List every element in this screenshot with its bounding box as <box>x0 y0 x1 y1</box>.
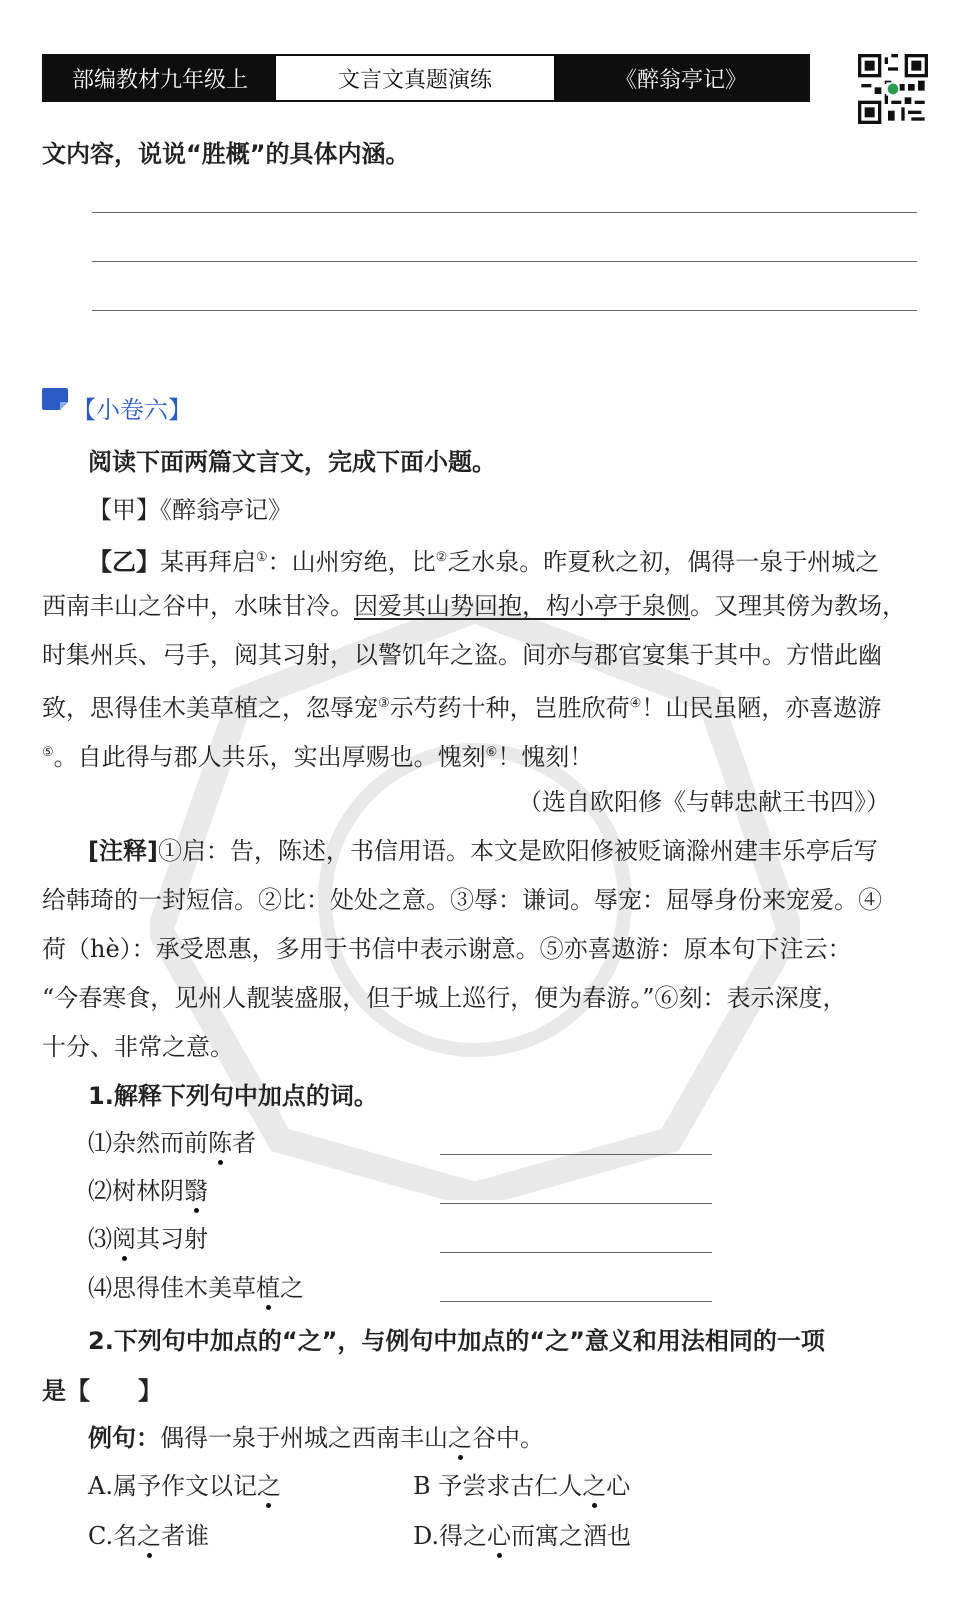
reading-instruction: 阅读下面两篇文言文，完成下面小题。 <box>88 448 496 476</box>
passage-yi-line: 【乙】某再拜启①：山州穷绝，比②乏水泉。昨夏秋之初，偶得一泉于州城之 <box>88 548 880 576</box>
notes-line: [注释]①启：告，陈述，书信用语。本文是欧阳修被贬谪滁州建丰乐亭后写 <box>88 837 878 865</box>
notes-line: 给韩琦的一封短信。②比：处处之意。③辱：谦词。辱宠：屈辱身份来宠爱。④ <box>42 886 882 914</box>
question-1-item: ⑴杂然而前陈者 <box>88 1129 256 1157</box>
header-grade: 部编教材九年级上 <box>44 56 276 100</box>
bookmark-icon <box>40 386 70 412</box>
answer-blank[interactable] <box>440 1154 712 1155</box>
option-b[interactable]: B 予尝求古仁人之心 <box>413 1472 631 1500</box>
header-bar <box>42 54 810 102</box>
header-topic: 文言文真题演练 <box>276 56 554 100</box>
notes-line: “今春寒食，见州人靓装盛服，但于城上巡行，便为春游。”⑥刻：表示深度， <box>42 984 847 1012</box>
question-2-title: 2.下列句中加点的“之”，与例句中加点的“之”意义和用法相同的一项 <box>88 1327 825 1355</box>
answer-blank[interactable] <box>440 1203 712 1204</box>
option-a[interactable]: A.属予作文以记之 <box>88 1472 281 1500</box>
header-lesson: 《醉翁亭记》 <box>554 56 808 100</box>
answer-blank[interactable] <box>440 1301 712 1302</box>
passage-yi-line: ⑤。自此得与郡人共乐，实出厚赐也。愧刻⑥！愧刻！ <box>42 743 594 771</box>
prev-question-text: 文内容，说说“胜概”的具体内涵。 <box>42 140 410 168</box>
answer-line <box>92 261 917 262</box>
passage-yi-line: 时集州兵、弓手，阅其习射，以警饥年之盗。间亦与郡官宴集于其中。方惜此幽 <box>42 641 882 669</box>
question-1-item: ⑵树林阴翳 <box>88 1177 208 1205</box>
question-1-title: 1.解释下列句中加点的词。 <box>88 1082 378 1110</box>
qr-code-icon <box>858 54 928 124</box>
notes-line: 荷（hè）：承受恩惠，多用于书信中表示谢意。⑤亦喜遨游：原本句下注云： <box>42 935 852 963</box>
question-1-item: ⑶阅其习射 <box>88 1225 208 1253</box>
answer-line <box>92 212 917 213</box>
passage-source: （选自欧阳修《与韩忠献王书四》） <box>518 788 890 816</box>
section-title: 【小卷六】 <box>72 396 192 424</box>
passage-jia-title: 【甲】《醉翁亭记》 <box>88 496 292 524</box>
notes-line: 十分、非常之意。 <box>42 1033 234 1061</box>
answer-line <box>92 310 917 311</box>
answer-blank[interactable] <box>440 1252 712 1253</box>
option-c[interactable]: C.名之者谁 <box>88 1522 210 1550</box>
question-1-item: ⑷思得佳木美草植之 <box>88 1274 304 1302</box>
option-d[interactable]: D.得之心而寓之酒也 <box>413 1522 632 1550</box>
passage-yi-line: 西南丰山之谷中，水味甘冷。因爱其山势回抱，构小亭于泉侧。又理其傍为教场， <box>42 592 906 620</box>
passage-yi-line: 致，思得佳木美草植之，忽辱宠③示芍药十种，岂胜欣荷④！山民虽陋，亦喜遨游 <box>42 694 882 722</box>
question-2-example: 例句：偶得一泉于州城之西南丰山之谷中。 <box>88 1424 544 1452</box>
question-2-title-cont: 是【 】 <box>42 1377 162 1405</box>
